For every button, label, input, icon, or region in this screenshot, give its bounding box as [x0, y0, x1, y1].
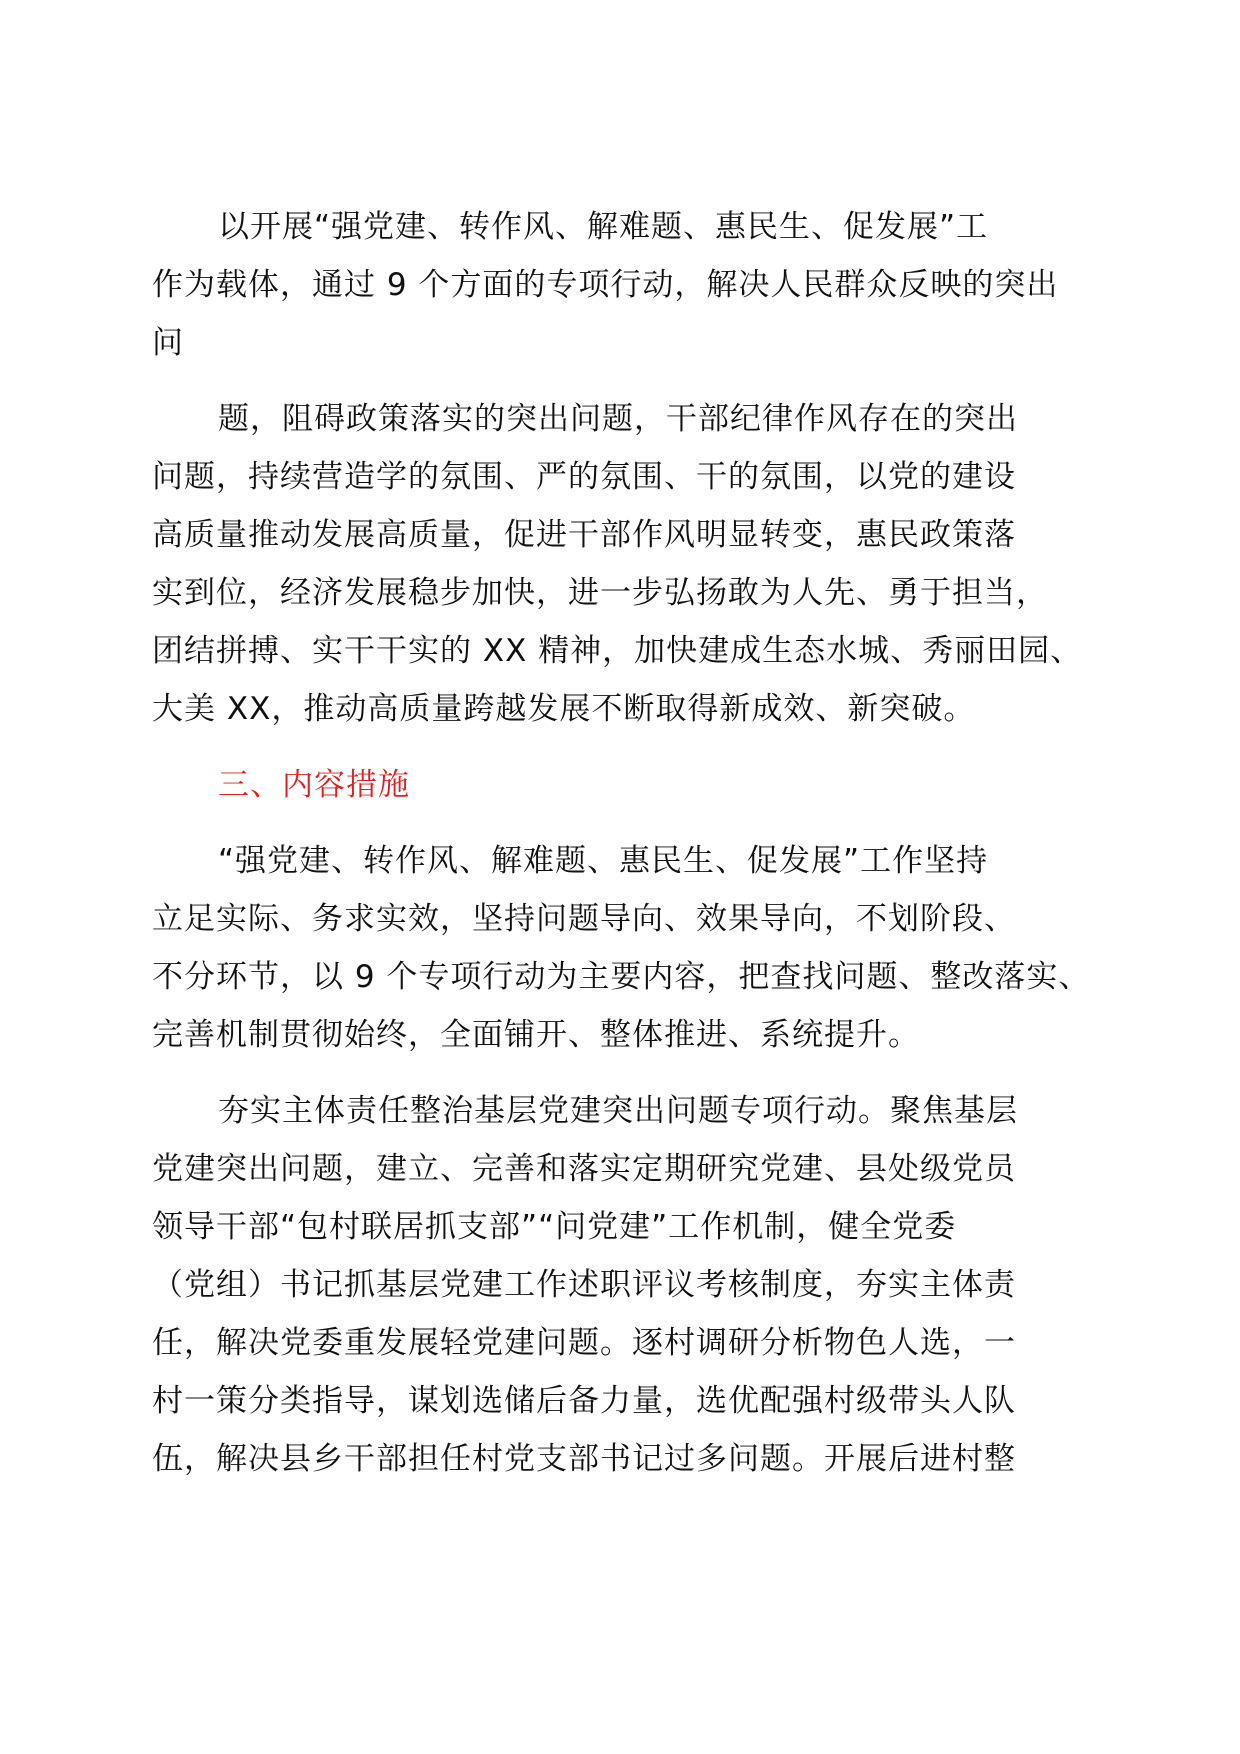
paragraph-4 — [152, 1082, 1112, 1488]
text-line: 村一策分类指导，谋划选储后备力量，选优配强村级带头人队 — [152, 1383, 1016, 1419]
text-line: 任，解决党委重发展轻党建问题。逐村调研分析物色人选，一 — [152, 1325, 1016, 1361]
paragraph-1 — [152, 198, 1112, 372]
text-line: 领导干部“包村联居抓支部”“问党建”工作机制，健全党委 — [152, 1209, 957, 1245]
text-line: （党组）书记抓基层党建工作述职评议考核制度，夯实主体责 — [152, 1267, 1016, 1303]
paragraph-gap — [152, 738, 1112, 756]
text-line: 完善机制贯彻始终，全面铺开、整体推进、系统提升。 — [152, 1017, 920, 1053]
document-body — [152, 198, 1112, 1488]
text-line: 党建突出问题，建立、完善和落实定期研究党建、县处级党员 — [152, 1151, 1016, 1187]
text-line: 实到位，经济发展稳步加快，进一步弘扬敢为人先、勇于担当， — [152, 575, 1048, 611]
text-line: 问 — [152, 325, 184, 361]
text-line: “强党建、转作风、解难题、惠民生、促发展”工作坚持 — [218, 843, 989, 879]
paragraph-2 — [152, 390, 1112, 738]
paragraph-3 — [152, 832, 1112, 1064]
text-line: 问题，持续营造学的氛围、严的氛围、干的氛围，以党的建设 — [152, 459, 1016, 495]
text-line: 高质量推动发展高质量，促进干部作风明显转变，惠民政策落 — [152, 517, 1016, 553]
paragraph-gap — [152, 1064, 1112, 1082]
text-line: 夯实主体责任整治基层党建突出问题专项行动。聚焦基层 — [218, 1093, 1018, 1129]
text-line: 以开展“强党建、转作风、解难题、惠民生、促发展”工 — [218, 209, 989, 245]
paragraph-gap — [152, 372, 1112, 390]
text-line: 题，阻碍政策落实的突出问题，干部纪律作风存在的突出 — [218, 401, 1018, 437]
text-line: 伍，解决县乡干部担任村党支部书记过多问题。开展后进村整 — [152, 1441, 1016, 1477]
text-line: 团结拼搏、实干干实的 XX 精神，加快建成生态水城、秀丽田园、 — [152, 633, 1083, 669]
text-line: 不分环节，以 9 个专项行动为主要内容，把查找问题、整改落实、 — [152, 959, 1091, 995]
text-line: 作为载体，通过 9 个方面的专项行动，解决人民群众反映的突出 — [152, 267, 1059, 303]
text-line: 立足实际、务求实效，坚持问题导向、效果导向，不划阶段、 — [152, 901, 1016, 937]
text-line: 大美 XX，推动高质量跨越发展不断取得新成效、新突破。 — [152, 691, 976, 727]
paragraph-gap — [152, 814, 1112, 832]
section-heading: 三、内容措施 — [218, 767, 410, 803]
